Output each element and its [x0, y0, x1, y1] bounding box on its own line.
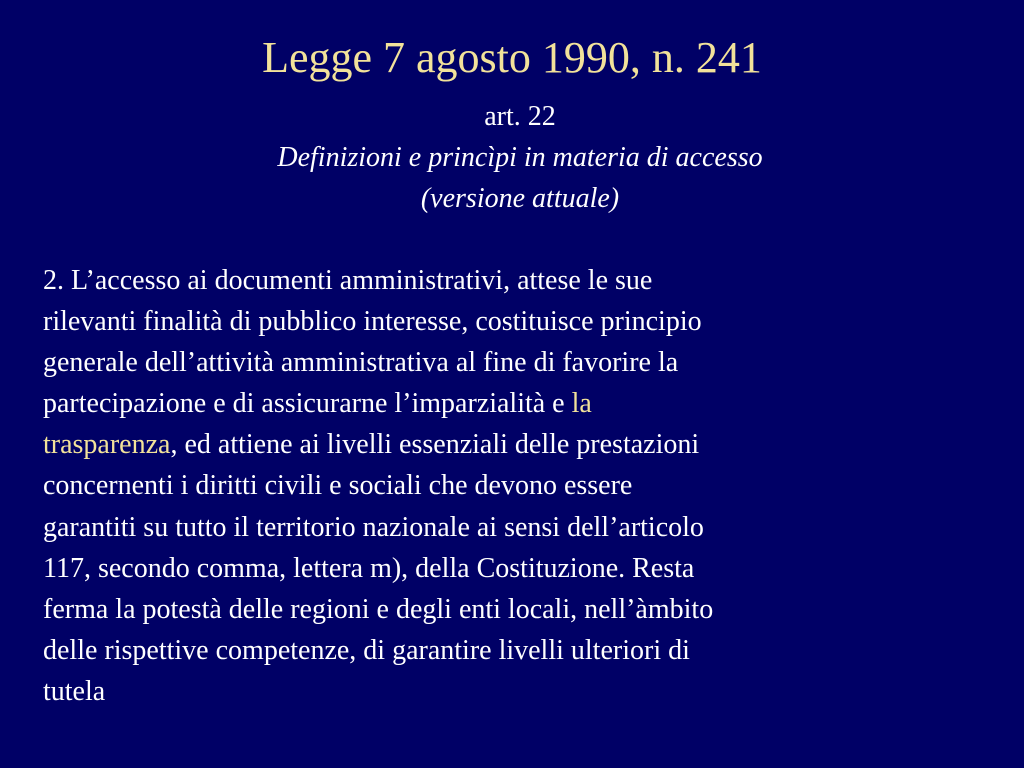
- article-number: art. 22: [484, 101, 556, 132]
- article-heading: Definizioni e princìpi in materia di accesso: [277, 142, 763, 173]
- article-header: [0, 96, 1024, 219]
- highlighted-term: la trasparenza: [43, 388, 592, 461]
- version-note: (versione attuale): [420, 183, 620, 214]
- paragraph-text-after: , ed attiene ai livelli essenziali delle prestazioni concernenti i diritti civili e sociali che devono essere garantiti su tutto il territorio nazionale ai sensi dell’articolo 117, secondo comma, lettera m), della Costituzione. Resta ferma la potestà delle regioni e degli enti locali, nell’àmbito delle rispettive competenze, di garantire livelli ulteriori di tutela: [43, 429, 714, 707]
- article-paragraph: [43, 260, 991, 712]
- slide-title: Legge 7 agosto 1990, n. 241: [262, 33, 762, 82]
- paragraph-text-before: 2. L’accesso ai documenti amministrativi, attese le sue rilevanti finalità di pubblico interesse, costituisce principio generale dell’attività amministrativa al fine di favorire la partecipazione e di assicurarne l’imparzialità e: [43, 265, 702, 420]
